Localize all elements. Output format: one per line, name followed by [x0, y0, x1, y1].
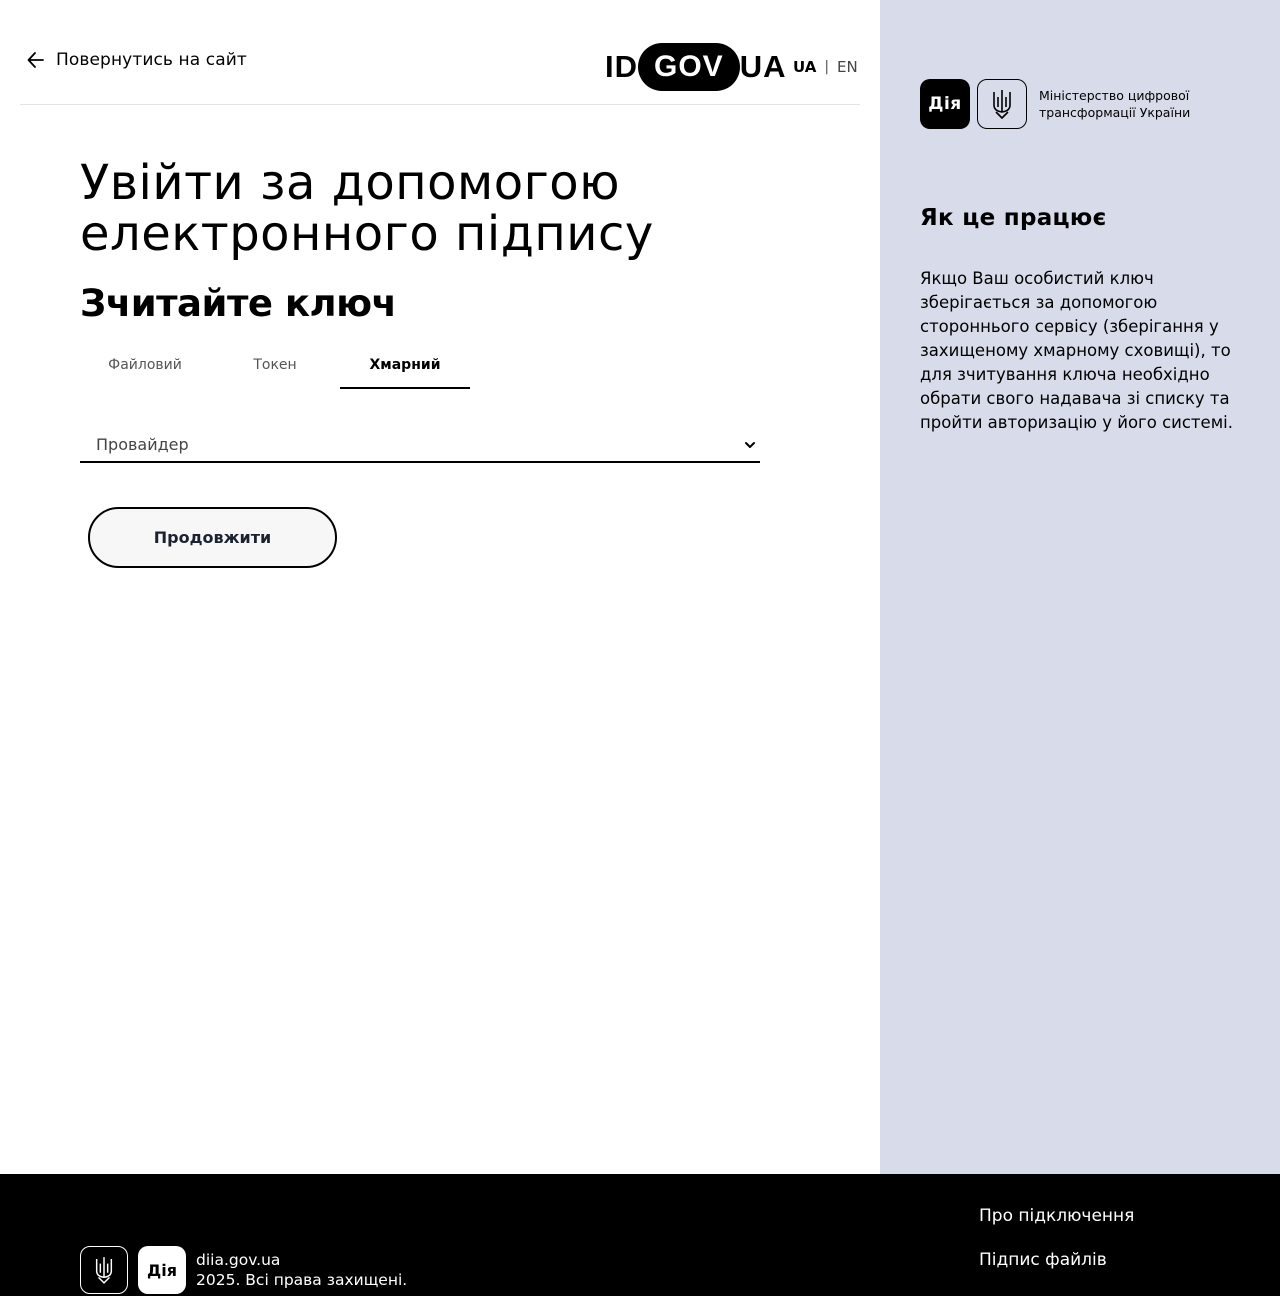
arrow-left-icon: [26, 50, 46, 70]
footer-copyright: 2025. Всі права захищені.: [196, 1271, 408, 1289]
footer-info: [196, 1250, 407, 1290]
ministry-name: Міністерство цифрової трансформації України: [1039, 87, 1191, 120]
logo-gov-text: GOV: [638, 43, 740, 91]
language-ua[interactable]: UA: [793, 58, 817, 76]
back-to-site-link[interactable]: [26, 50, 247, 70]
language-separator: |: [824, 59, 830, 75]
tab-file[interactable]: Файловий: [108, 357, 182, 373]
how-it-works-title: Як це працює: [920, 205, 1107, 231]
language-en[interactable]: EN: [837, 58, 858, 76]
footer: [0, 1174, 1280, 1296]
info-sidebar: [880, 0, 1280, 1174]
chevron-down-icon: [744, 439, 756, 451]
page-title: Увійти за допомогою електронного підпису: [80, 155, 654, 262]
trident-icon: [977, 79, 1027, 129]
provider-select[interactable]: [80, 425, 760, 463]
section-subtitle: Зчитайте ключ: [80, 282, 397, 325]
ministry-logo: [920, 79, 1214, 129]
tab-token[interactable]: Токен: [253, 357, 297, 373]
language-switcher: [793, 58, 858, 76]
id-gov-ua-logo[interactable]: [605, 43, 786, 91]
footer-link-file-signing[interactable]: Підпис файлів: [979, 1250, 1107, 1270]
footer-diia-logo: Дія: [138, 1246, 186, 1294]
top-bar: [20, 0, 860, 105]
logo-id-text: ID: [605, 49, 638, 84]
footer-site[interactable]: diia.gov.ua: [196, 1251, 281, 1269]
logo-ua-text: UA: [739, 49, 787, 84]
how-it-works-text: Якщо Ваш особистий ключ зберігається за допомогою стороннього сервісу (зберігання у захищеному хмарному сховищі), то для зчитування ключа необхідно обрати свого надавача зі списку та пройти авторизацію у його системі.: [920, 269, 1233, 432]
provider-placeholder: Провайдер: [96, 435, 189, 454]
tab-cloud[interactable]: Хмарний: [340, 345, 470, 389]
footer-trident-icon: [80, 1246, 128, 1294]
diia-logo: Дія: [920, 79, 970, 129]
key-type-tabs: [80, 345, 470, 389]
back-link-label: Повернутись на сайт: [56, 50, 247, 70]
footer-link-connection[interactable]: Про підключення: [979, 1206, 1135, 1226]
footer-links: [979, 1206, 1134, 1294]
continue-button[interactable]: Продовжити: [88, 507, 337, 568]
